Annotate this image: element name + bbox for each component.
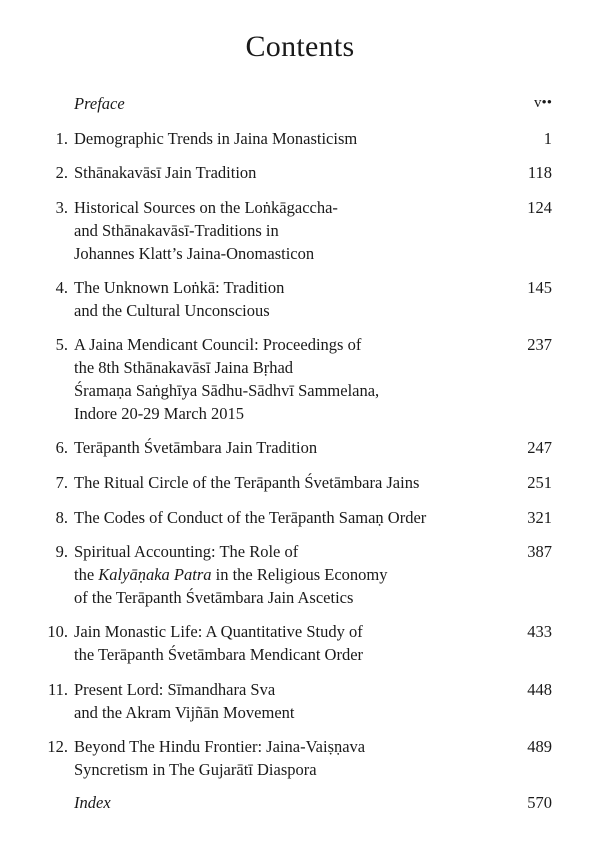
toc-entry-title-line: Sthānakavāsī Jain Tradition <box>74 163 257 182</box>
toc-entry-title-line: A Jaina Mendicant Council: Proceedings of <box>74 335 362 354</box>
toc-entry-title-line: The Ritual Circle of the Terāpanth Śvetāmbara Jains <box>74 473 420 492</box>
toc-entry-number: 11. <box>47 680 68 699</box>
toc-entry-title-line: Present Lord: Sīmandhara Sva <box>74 680 276 699</box>
toc-entry-label: Index <box>74 793 111 812</box>
toc-entry-title-line: Indore 20-29 March 2015 <box>74 404 244 423</box>
toc-entry-number: 8. <box>55 508 68 527</box>
toc-entry-title-line: the Terāpanth Śvetāmbara Mendicant Order <box>74 645 364 664</box>
toc-entry-title-line: Śramaṇa Saṅghīya Sādhu-Sādhvī Sammelana, <box>74 381 380 400</box>
toc-entry-page: 124 <box>527 198 552 217</box>
toc-entry-page: 247 <box>527 438 552 457</box>
toc-entry-title <box>74 436 479 459</box>
toc-entry-number: 10. <box>47 622 68 641</box>
toc-entry-title-line: The Unknown Loṅkā: Tradition <box>74 278 285 297</box>
toc-entry-page: 1 <box>543 129 552 148</box>
toc-entry-page: 251 <box>527 473 552 492</box>
toc-entry-title <box>74 276 479 322</box>
toc-entry-number: 2. <box>55 163 68 182</box>
toc-entry-page: 237 <box>527 335 552 354</box>
toc-entry-page: 433 <box>527 622 552 641</box>
toc-entry-title <box>74 127 479 150</box>
italic-title: Kalyāṇaka Patra <box>98 565 212 584</box>
toc-entry-title-line: the 8th Sthānakavāsī Jaina Bṛhad <box>74 358 294 377</box>
toc-entry-title-line: and the Cultural Unconscious <box>74 301 270 320</box>
toc-entry-page: 489 <box>527 737 552 756</box>
toc-entry-title <box>74 506 479 529</box>
toc-entry-title-line: Beyond The Hindu Frontier: Jaina-Vaiṣṇava <box>74 737 366 756</box>
toc-entry-number: 7. <box>55 473 68 492</box>
toc-entry-title <box>74 471 479 494</box>
toc-entry-number: 1. <box>55 129 68 148</box>
toc-entry-title-line: and Sthānakavāsī-Traditions in <box>74 221 279 240</box>
toc-entry-title <box>74 540 479 609</box>
toc-entry-title-line: and the Akram Vijñān Movement <box>74 703 295 722</box>
toc-entry-title <box>74 735 479 781</box>
page-title: Contents <box>245 30 355 63</box>
toc-entry-title <box>74 678 479 724</box>
toc-entry-title-line: Historical Sources on the Loṅkāgaccha- <box>74 198 338 217</box>
toc-entry-title-line: Demographic Trends in Jaina Monasticism <box>74 129 358 148</box>
toc-entry-title-line: Johannes Klatt’s Jaina-Onomasticon <box>74 244 315 263</box>
toc-entry-title-line: of the Terāpanth Śvetāmbara Jain Ascetics <box>74 588 354 607</box>
toc-entry-page: 321 <box>527 508 552 527</box>
toc-entry-title <box>74 333 479 425</box>
toc-entry-title-line: Terāpanth Śvetāmbara Jain Tradition <box>74 438 318 457</box>
toc-entry-number: 6. <box>55 438 68 457</box>
toc-entry-label: Preface <box>74 94 125 113</box>
toc-entry-title <box>74 196 479 265</box>
toc-entry-number: 12. <box>47 737 68 756</box>
toc-entry-title-line: Jain Monastic Life: A Quantitative Study of <box>74 622 363 641</box>
toc-entry-page: v•• <box>533 95 552 111</box>
toc-entry-title <box>74 161 479 184</box>
toc-entry-page: 387 <box>527 542 552 561</box>
toc-entry-number: 4. <box>55 278 68 297</box>
toc-entry-number: 5. <box>55 335 68 354</box>
toc-entry-title-line: the Kalyāṇaka Patra in the Religious Economy <box>74 565 388 584</box>
toc-entry-page: 118 <box>527 163 552 182</box>
toc-entry-title <box>74 620 479 666</box>
toc-entry-title-line: The Codes of Conduct of the Terāpanth Samaṇ Order <box>74 508 427 527</box>
toc-entry-page: 448 <box>527 680 552 699</box>
toc-entry-title-line: Syncretism in The Gujarātī Diaspora <box>74 760 317 779</box>
toc-entry-page: 145 <box>527 278 552 297</box>
toc-entry-number: 3. <box>55 198 68 217</box>
toc-entry-number: 9. <box>55 542 68 561</box>
toc-entry-title-line: Spiritual Accounting: The Role of <box>74 542 299 561</box>
toc-entry-page: 570 <box>527 793 552 812</box>
